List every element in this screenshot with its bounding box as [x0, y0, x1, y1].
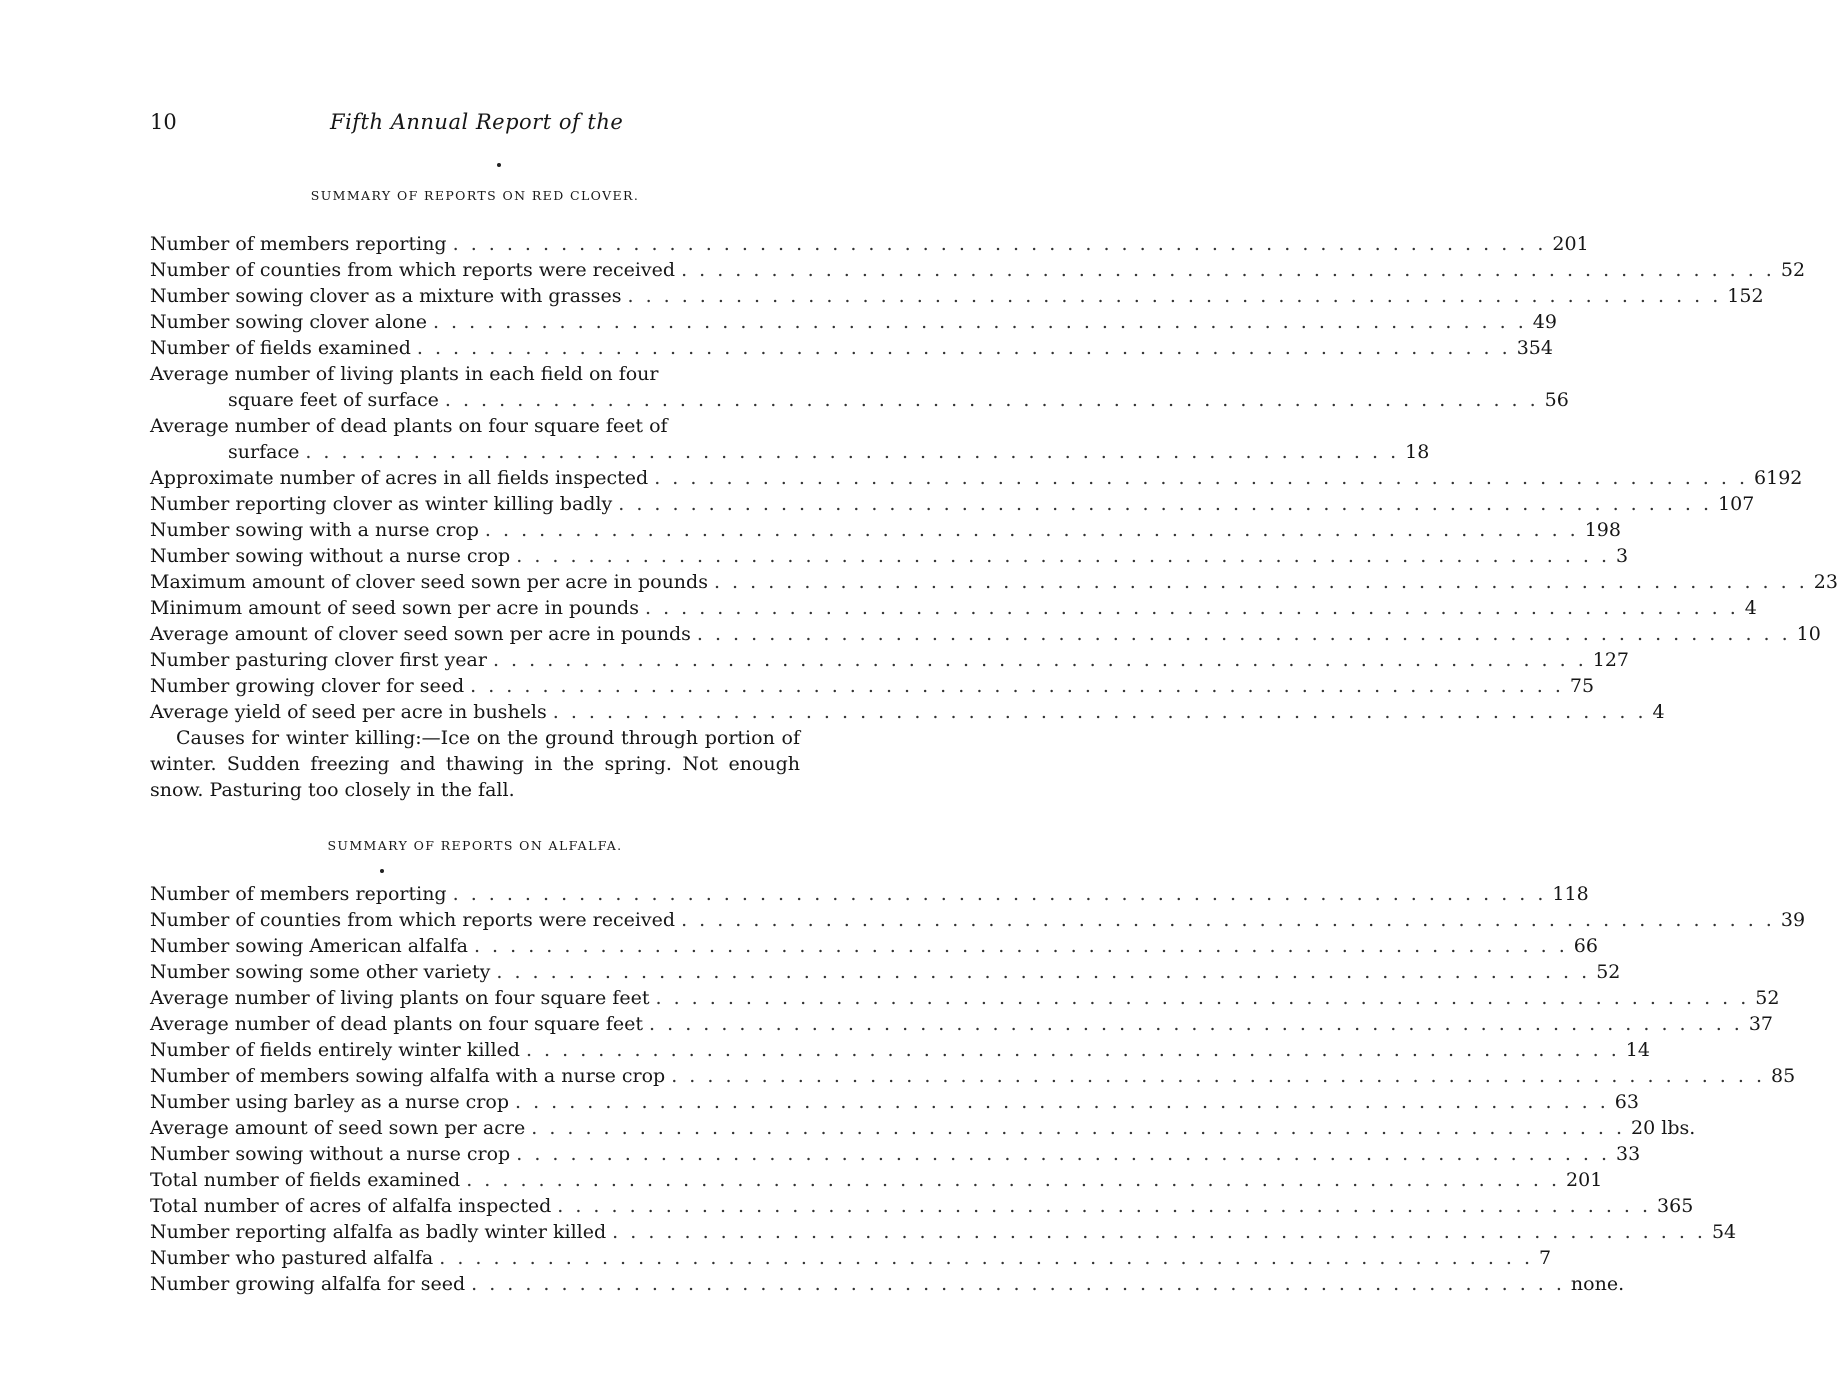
row-value: 7 — [1539, 1247, 1552, 1269]
row-value: 20 lbs. — [1631, 1117, 1696, 1139]
table-row — [150, 517, 1621, 543]
table-row — [150, 647, 1630, 673]
row-label: Average number of dead plants on four square feet of — [150, 415, 668, 437]
table-row — [150, 933, 1598, 959]
row-value: 33 — [1616, 1143, 1641, 1165]
row-label: Average number of living plants in each field on four — [150, 363, 659, 385]
row-label: Number of fields examined — [150, 337, 411, 359]
row-value: 52 — [1755, 987, 1780, 1009]
row-label: Approximate number of acres in all fields inspected — [150, 467, 649, 489]
row-value: 127 — [1592, 649, 1630, 671]
row-value: 6192 — [1754, 467, 1803, 489]
row-label: Number sowing clover alone — [150, 311, 427, 333]
table-row — [150, 1089, 1639, 1115]
running-title: Fifth Annual Report of the — [330, 110, 624, 134]
row-value: 14 — [1625, 1039, 1650, 1061]
row-value: 10 — [1796, 623, 1821, 645]
table-row — [150, 491, 1755, 517]
row-label: Number of counties from which reports were received — [150, 909, 676, 931]
causes-paragraph: Causes for winter killing:—Ice on the ground through portion of winter. Sudden freezing and thawing in the spring. Not enough snow. Pasturing too closely in the fall. — [150, 727, 800, 801]
table-row — [150, 1193, 1694, 1219]
red-clover-summary — [150, 231, 1838, 803]
row-label: Average amount of seed sown per acre — [150, 1117, 526, 1139]
row-label: Average number of living plants on four square feet — [150, 987, 650, 1009]
row-label: Number sowing clover as a mixture with grasses — [150, 285, 622, 307]
row-label: Number growing clover for seed — [150, 675, 465, 697]
ink-speck — [497, 163, 501, 167]
row-label: square feet of surface — [228, 389, 439, 411]
page-number: 10 — [150, 110, 177, 134]
table-row — [150, 699, 1665, 725]
table-row — [150, 1219, 1737, 1245]
row-value: 201 — [1566, 1169, 1603, 1191]
table-row — [150, 387, 1569, 413]
row-label: Number sowing with a nurse crop — [150, 519, 479, 541]
row-label: Number of counties from which reports were received — [150, 259, 676, 281]
row-value: 18 — [1405, 441, 1430, 463]
row-label: Number of members sowing alfalfa with a nurse crop — [150, 1065, 666, 1087]
table-row — [150, 621, 1821, 647]
row-label: Number sowing without a nurse crop — [150, 545, 511, 567]
row-value: 75 — [1569, 675, 1595, 697]
table-row — [150, 569, 1838, 595]
table-row — [150, 907, 1806, 933]
row-label: Average amount of clover seed sown per acre in pounds — [150, 623, 691, 645]
row-label: Number using barley as a nurse crop — [150, 1091, 509, 1113]
table-row — [150, 283, 1764, 309]
row-value: none. — [1570, 1273, 1625, 1295]
row-label: surface — [228, 441, 300, 463]
table-row — [150, 959, 1621, 985]
table-row — [150, 257, 1806, 283]
row-value: 66 — [1573, 935, 1598, 957]
row-label: Number pasturing clover first year — [150, 649, 487, 671]
table-row — [150, 1063, 1796, 1089]
row-label: Number who pastured alfalfa — [150, 1247, 434, 1269]
winter-killing-causes — [150, 725, 800, 803]
row-value: 152 — [1727, 285, 1764, 307]
table-row — [150, 1141, 1641, 1167]
row-value: 52 — [1596, 961, 1621, 983]
table-row — [150, 335, 1553, 361]
row-value: 23 — [1813, 571, 1838, 593]
table-row — [150, 543, 1629, 569]
row-value: 354 — [1516, 337, 1553, 359]
table-row — [150, 1011, 1774, 1037]
row-value: 3 — [1616, 545, 1629, 567]
row-value: 49 — [1532, 311, 1557, 333]
row-value: 4 — [1744, 597, 1757, 619]
row-value: 365 — [1657, 1195, 1694, 1217]
table-row — [150, 1115, 1696, 1141]
row-label: Number reporting alfalfa as badly winter killed — [150, 1221, 607, 1243]
row-value: 85 — [1771, 1065, 1796, 1087]
row-label: Number reporting clover as winter killing badly — [150, 493, 613, 515]
row-label: Number growing alfalfa for seed — [150, 1273, 466, 1295]
alfalfa-heading: SUMMARY OF REPORTS ON ALFALFA. — [327, 838, 623, 853]
row-label: Number of members reporting — [150, 233, 447, 255]
table-row — [150, 673, 1595, 699]
page-header — [150, 110, 800, 140]
table-row — [150, 1271, 1625, 1297]
row-value: 56 — [1544, 389, 1569, 411]
row-value: 118 — [1552, 883, 1589, 905]
row-value: 37 — [1748, 1013, 1774, 1035]
row-label: Total number of fields examined — [150, 1169, 461, 1191]
table-row — [150, 881, 1589, 907]
row-value: 107 — [1718, 493, 1755, 515]
table-row — [150, 1037, 1650, 1063]
row-label: Average number of dead plants on four square feet — [150, 1013, 644, 1035]
table-row — [150, 465, 1803, 491]
row-label: Number sowing American alfalfa — [150, 935, 468, 957]
row-label: Number of fields entirely winter killed — [150, 1039, 520, 1061]
row-label: Maximum amount of clover seed sown per acre in pounds — [150, 571, 708, 593]
table-row — [150, 1245, 1552, 1271]
table-row — [150, 231, 1589, 257]
row-value: 39 — [1780, 909, 1806, 931]
alfalfa-summary — [150, 881, 1806, 1297]
row-value: 63 — [1614, 1091, 1639, 1113]
row-label: Number of members reporting — [150, 883, 447, 905]
row-label: Average yield of seed per acre in bushels — [150, 701, 547, 723]
table-row — [150, 985, 1780, 1011]
row-value: 201 — [1552, 233, 1589, 255]
row-value: 52 — [1780, 259, 1806, 281]
row-value: 54 — [1711, 1221, 1737, 1243]
table-row — [150, 439, 1430, 465]
table-row — [150, 309, 1557, 335]
row-value: 4 — [1652, 701, 1665, 723]
row-value: 198 — [1584, 519, 1621, 541]
row-label: Total number of acres of alfalfa inspected — [150, 1195, 552, 1217]
table-row — [150, 1167, 1603, 1193]
ink-speck — [380, 869, 384, 873]
row-label: Number sowing without a nurse crop — [150, 1143, 511, 1165]
row-label: Minimum amount of seed sown per acre in pounds — [150, 597, 639, 619]
red-clover-heading: SUMMARY OF REPORTS ON RED CLOVER. — [310, 188, 640, 203]
table-row — [150, 595, 1757, 621]
row-label: Number sowing some other variety — [150, 961, 491, 983]
